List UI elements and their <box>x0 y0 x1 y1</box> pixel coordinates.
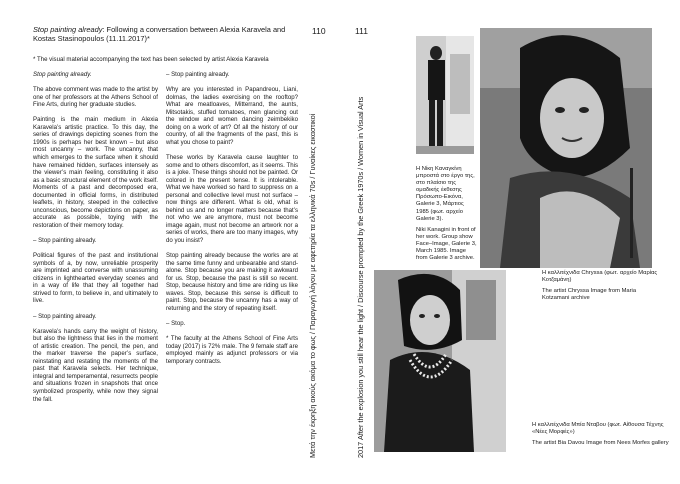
vertical-running-head-greek: Μετά την έκρηξη ακούς ακόμα το φως / Παραγωγή λόγου με αφετηρία τα ελληνικά 70s / Γυναίκες εικαστικοί <box>308 113 317 458</box>
col1-para-2: Painting is the main medium in Alexia Karavela’s artistic practice. To this day, the series of drawings depicting scenes from the 1990s is perhaps her best known – but also most uncanny – work. The uncanny, that which emerges to the surface when it should have remained hidden, surfaces intensely as the viewer’s main feeling, constituting it also as a basic structural element of the work itself. Moments of a past and decomposed era, documented in official forms, in distributed leaflets, in history, steeped in the collective unconscious, become depictions on paper, as accurate as possible, toying with the restoration of their memory today. <box>33 116 158 229</box>
col2-para-1: Why are you interested in Papandreou, Liani, dolmas, the ladies exercising on the rooftop? What are meatloaves, Mitterrand, the aunts, Mitsotakis, stuffed tomatoes, men glancing out the window and women dancing zeimbekiko doing on a work of art? Of all the history of our country, of all the fragments of the past, this is what you chose to paint? <box>166 86 298 146</box>
vertical-year: 2017 <box>356 441 365 458</box>
vertical-running-head-english: After the explosion you still hear the light / Discourse prompted by the Greek 1970s / Women in Visual Arts <box>356 96 365 440</box>
col2-para-4: – Stop. <box>166 320 186 328</box>
text-column-2 <box>166 71 298 373</box>
caption-chryssa-english: The artist Chryssa Image from Maria Kotzamani archive <box>542 288 637 302</box>
photo-bia-davou-drawing <box>374 270 506 452</box>
caption-niki-english: Niki Kanagini in front of her work. Group show Face–Image, Galerie 3, March 1985. Image from Galerie 3 archive. <box>416 226 477 262</box>
photo-niki-kanagini-drawing <box>416 36 474 154</box>
caption-chryssa-greek: Η καλλιτέχνιδα Chryssa (φωτ. αρχείο Μαρίας Κοτζαμάνη) <box>542 270 658 284</box>
col2-para-3: Stop painting already because the works are at the same time funny and unbearable and stand-alone. Stop because you are making it awkward for us. Stop, because the past is still so recent. Stop, because history and time are riding us like waves. Stop, because this sense is difficult to paint. Stop, because the uncanny has a way of returning and the story of repeating itself. <box>166 252 298 312</box>
col1-para-4: Political figures of the past and institutional symbols of a, by now, unreliable prosperity are imprinted and converse with unassuming citizens in lighthearted everyday scenes and in a way of life that they all together had strived to form, to believe in, and ultimately to live. <box>33 252 158 305</box>
page-number-right: 111 <box>355 26 368 36</box>
col1-para-3: – Stop painting already. <box>33 237 97 245</box>
photo-chryssa <box>480 28 652 268</box>
caption-niki-greek: Η Νίκη Καναγκίνη μπροστά στο έργο της, στο πλαίσιο της ομαδικής έκθεσης Πρόσωπο-Εικόνα, Galerie 3, Μάρτιος 1985 (φωτ. αρχείο Galerie 3). <box>416 166 475 222</box>
article-title: Stop painting already: Following a conversation between Alexia Karavela and Kostas Stasinopoulos (11.11.2017)* <box>33 25 286 44</box>
col1-para-0: Stop painting already. <box>33 71 92 78</box>
caption-bia-greek: Η καλλιτέχνιδα Μπία Νταβου (φωτ. Αίθουσα Τέχνης «Νέες Μορφές») <box>532 422 664 436</box>
photo-bia-davou <box>374 270 506 452</box>
col2-para-2: These works by Karavela cause laughter to some and to others discomfort, as it seems. This is a joke. These things should not be painted. Or colored in the present tense. It is intolerable. What we have worked so hard to suppress on a personal and collective level must not surface – now things are different. What is old, what is behind us and no longer matters because that’s not who we are anymore, must not become image again, must not become an artwork nor a series of works, there are too many images, why do you insist? <box>166 154 298 245</box>
col2-para-0: – Stop painting already. <box>166 71 230 78</box>
caption-niki-kanagini <box>416 166 478 266</box>
photo-chryssa-drawing <box>480 28 652 268</box>
page-number-left: 110 <box>312 26 326 36</box>
visual-material-note: * The visual material accompanying the text has been selected by artist Alexia Karavela <box>33 56 269 63</box>
caption-bia-davou <box>532 422 672 451</box>
col1-para-6: Karavela’s hands carry the weight of history, but also the lightness that lies in the moment of artistic creation. The pencil, the pen, and the marker traverse the paper’s surface, reinstating and restating the moments of the past that Karavela selects. Her technique, integral and temperamental, resurrects people and situations frozen in snapshots that once symbolized prosperity, while now they signal the fall. <box>33 327 158 403</box>
text-column-1 <box>33 71 158 411</box>
caption-bia-english: The artist Bia Davou Image from Nees Morfes gallery <box>532 440 669 447</box>
col1-para-5: – Stop painting already. <box>33 312 97 320</box>
caption-chryssa <box>542 270 660 306</box>
photo-niki-kanagini <box>416 36 474 154</box>
col1-para-1: The above comment was made to the artist by one of her professors at the Athens School of Fine Arts, during her graduate studies. <box>33 86 158 109</box>
col2-para-5: * The faculty at the Athens School of Fine Arts today (2017) is 72% male. The 9 female staff are employed mainly as adjunct professors or via temporary contracts. <box>166 335 298 365</box>
